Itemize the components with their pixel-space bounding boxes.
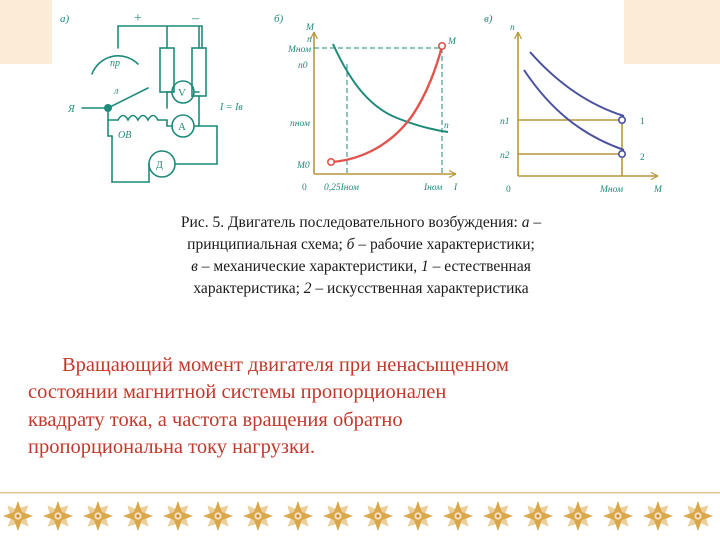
caption-line-4 — [56, 278, 666, 300]
body-line-3-text: квадрату тока, а частота вращения обратно — [28, 408, 403, 431]
body-line-3 — [28, 407, 692, 434]
panel-b-curve-label-n: n — [444, 121, 449, 131]
caption-italic-2: 2 — [303, 280, 312, 297]
caption-text-3b: – естественная — [428, 258, 531, 275]
panel-a-a: A — [178, 121, 186, 133]
panel-b-curve-m — [331, 46, 442, 162]
caption-text-2: принципиальная схема; — [187, 236, 347, 253]
panel-a-ov: ОВ — [118, 130, 132, 141]
caption-line-2 — [56, 234, 666, 256]
panel-b-x-I: I — [454, 183, 458, 193]
panel-a-current-label: I = Iв — [220, 102, 243, 113]
panel-b-y-nnom: nном — [290, 119, 310, 129]
panel-a-plus: + — [134, 11, 142, 26]
panel-a-pr: пр — [110, 58, 120, 69]
caption-italic-1: 1 — [421, 258, 429, 275]
caption-line-1 — [56, 212, 666, 234]
panel-v-label: в) — [484, 13, 493, 25]
caption-italic-b: б — [346, 236, 355, 253]
panel-b-y-n0: n0 — [298, 61, 308, 71]
panel-a-d: Д — [156, 160, 163, 171]
panel-a-minus: – — [192, 11, 199, 26]
caption-text-4: характеристика; — [193, 280, 304, 297]
panel-v-curve-label-1: 1 — [640, 117, 645, 127]
panel-a-l: л — [114, 86, 119, 97]
panel-a-label: а) — [60, 13, 70, 25]
caption-italic-a: а — [521, 214, 530, 231]
panel-v-x-Mnom: Мном — [600, 185, 624, 195]
panel-v-y-n: n — [510, 23, 515, 33]
panel-b-x-025: 0,25Iном — [324, 183, 359, 193]
panel-b-x-zero: 0 — [302, 183, 307, 193]
decorative-bottom-border — [0, 486, 720, 540]
panel-a-v: V — [178, 87, 186, 99]
figure-caption — [56, 212, 666, 300]
panel-v-x-zero: 0 — [506, 185, 511, 195]
caption-text: Рис. 5. Двигатель последовательного возбуждения: — [180, 214, 522, 231]
caption-dash: – — [529, 214, 542, 231]
panel-v-y-n1: n1 — [500, 117, 510, 127]
body-line-1 — [28, 352, 692, 379]
panel-b-x-Inom: Iном — [424, 183, 443, 193]
body-paragraph — [28, 352, 692, 462]
panel-v-curve-1 — [530, 52, 624, 116]
caption-text-2b: – рабочие характеристики; — [354, 236, 535, 253]
caption-line-3 — [56, 256, 666, 278]
decorative-corner-top-left — [0, 0, 52, 64]
body-line-4-text: пропорциональна току нагрузки. — [28, 436, 315, 459]
panel-b-y-Mnom: Мном — [288, 45, 312, 55]
body-line-1-text: Вращающий момент двигателя при ненасыщенном — [62, 354, 509, 376]
panel-v-x-M: М — [654, 185, 662, 195]
panel-b-curve-n — [333, 44, 448, 132]
caption-italic-v: в — [191, 258, 198, 275]
panel-a-ya: Я — [68, 104, 75, 115]
caption-text-3: – механические характеристики, — [197, 258, 422, 275]
panel-b-y-M0: М0 — [297, 161, 310, 171]
panel-v-curve-label-2: 2 — [640, 153, 645, 163]
panel-v-y-n2: n2 — [500, 151, 510, 161]
figure-image — [52, 4, 672, 204]
panel-b-y-n: n — [307, 35, 312, 45]
panel-b-curve-label-M: М — [448, 37, 456, 47]
panel-b-label: б) — [274, 13, 284, 25]
body-line-2 — [28, 379, 692, 406]
caption-text-4b: – искусственная характеристика — [311, 280, 529, 297]
panel-b-y-M: М — [306, 23, 314, 33]
body-line-4 — [28, 434, 692, 461]
body-line-2-text: состоянии магнитной системы пропорционален — [28, 381, 447, 404]
